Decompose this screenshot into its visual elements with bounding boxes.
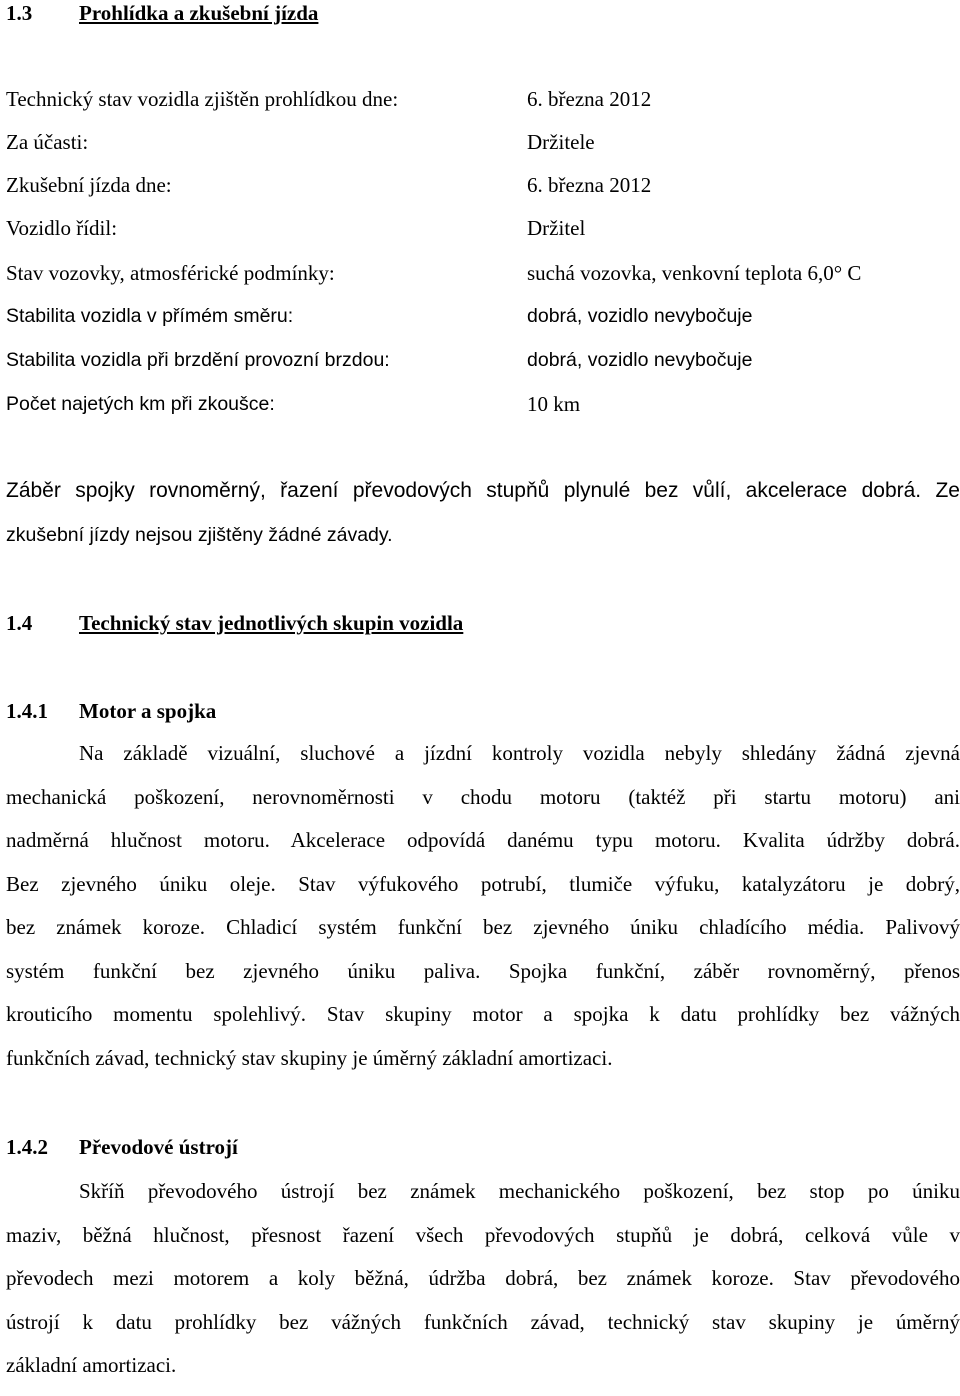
body-line: Bez zjevného úniku oleje. Stav výfukového potrubí, tlumiče výfuku, katalyzátoru je dobrý, xyxy=(6,871,960,896)
section-number: 1.3 xyxy=(6,1,33,25)
table-value: Držitel xyxy=(527,216,586,240)
table-value: 6. března 2012 xyxy=(527,173,652,197)
table-value: 6. března 2012 xyxy=(527,87,652,111)
body-line: bez známek koroze. Chladicí systém funkční bez zjevného úniku chladícího média. Palivový xyxy=(6,915,960,939)
table-label: Technický stav vozidla zjištěn prohlídkou dne: xyxy=(6,87,399,111)
section-number: 1.4 xyxy=(6,611,33,635)
section-title: Motor a spojka xyxy=(79,699,217,723)
section-1-4-2-heading xyxy=(6,1134,238,1160)
body-line: základní amortizaci. xyxy=(6,1353,177,1377)
body-line: krouticího momentu spolehlivý. Stav skupiny motor a spojka k datu prohlídky bez vážných xyxy=(6,1002,960,1026)
section-title: Prohlídka a zkušební jízda xyxy=(79,1,319,25)
table-value: Držitele xyxy=(527,130,595,154)
table-label: Stabilita vozidla při brzdění provozní brzdou: xyxy=(6,349,390,371)
section-title: Převodové ústrojí xyxy=(79,1135,238,1159)
body-line: ústrojí k datu prohlídky bez vážných funkčních závad, technický stav skupiny je úměrný xyxy=(6,1309,960,1334)
table-label: Stabilita vozidla v přímém směru: xyxy=(6,305,294,327)
body-line: mechanická poškození, nerovnoměrnosti v chodu motoru (taktéž při startu motoru) ani xyxy=(6,784,960,809)
table-value: dobrá, vozidlo nevybočuje xyxy=(527,349,753,371)
section-title: Technický stav jednotlivých skupin vozidla xyxy=(79,611,464,635)
section-number: 1.4.1 xyxy=(6,699,48,723)
summary-line: zkušební jízdy nejsou zjištěny žádné závady. xyxy=(6,524,393,546)
body-line: Na základě vizuální, sluchové a jízdní kontroly vozidla nebyly shledány žádná zjevná xyxy=(79,741,960,765)
table-value: 10 km xyxy=(527,392,581,416)
section-1-4-1-heading xyxy=(6,698,216,724)
body-line: systém funkční bez zjevného úniku paliva. Spojka funkční, záběr rovnoměrný, přenos xyxy=(6,958,960,983)
summary-line: Záběr spojky rovnoměrný, řazení převodových stupňů plynulé bez vůlí, akcelerace dobrá. Ze xyxy=(6,479,960,502)
body-line: maziv, běžná hlučnost, přesnost řazení všech převodových stupňů je dobrá, celková vůle v xyxy=(6,1222,960,1247)
section-1-3-heading xyxy=(6,0,318,26)
table-label: Vozidlo řídil: xyxy=(6,216,118,240)
section-1-4-2-body xyxy=(6,1178,960,1396)
section-1-4-1-body xyxy=(6,740,960,1088)
body-line: Skříň převodového ústrojí bez známek mechanického poškození, bez stop po úniku xyxy=(79,1179,960,1203)
section-number: 1.4.2 xyxy=(6,1135,48,1159)
table-label: Stav vozovky, atmosférické podmínky: xyxy=(6,261,335,285)
body-line: funkčních závad, technický stav skupiny je úměrný základní amortizaci. xyxy=(6,1045,613,1070)
table-value: suchá vozovka, venkovní teplota 6,0° C xyxy=(527,261,862,285)
section-1-4-heading xyxy=(6,610,463,636)
body-line: převodech mezi motorem a koly běžná, údržba dobrá, bez známek koroze. Stav převodového xyxy=(6,1266,960,1290)
table-value: dobrá, vozidlo nevybočuje xyxy=(527,305,753,327)
table-label: Za účasti: xyxy=(6,130,89,154)
body-line: nadměrná hlučnost motoru. Akcelerace odpovídá danému typu motoru. Kvalita údržby dobrá. xyxy=(6,828,960,852)
table-label: Zkušební jízda dne: xyxy=(6,173,172,197)
table-label: Počet najetých km při zkoušce: xyxy=(6,393,275,415)
